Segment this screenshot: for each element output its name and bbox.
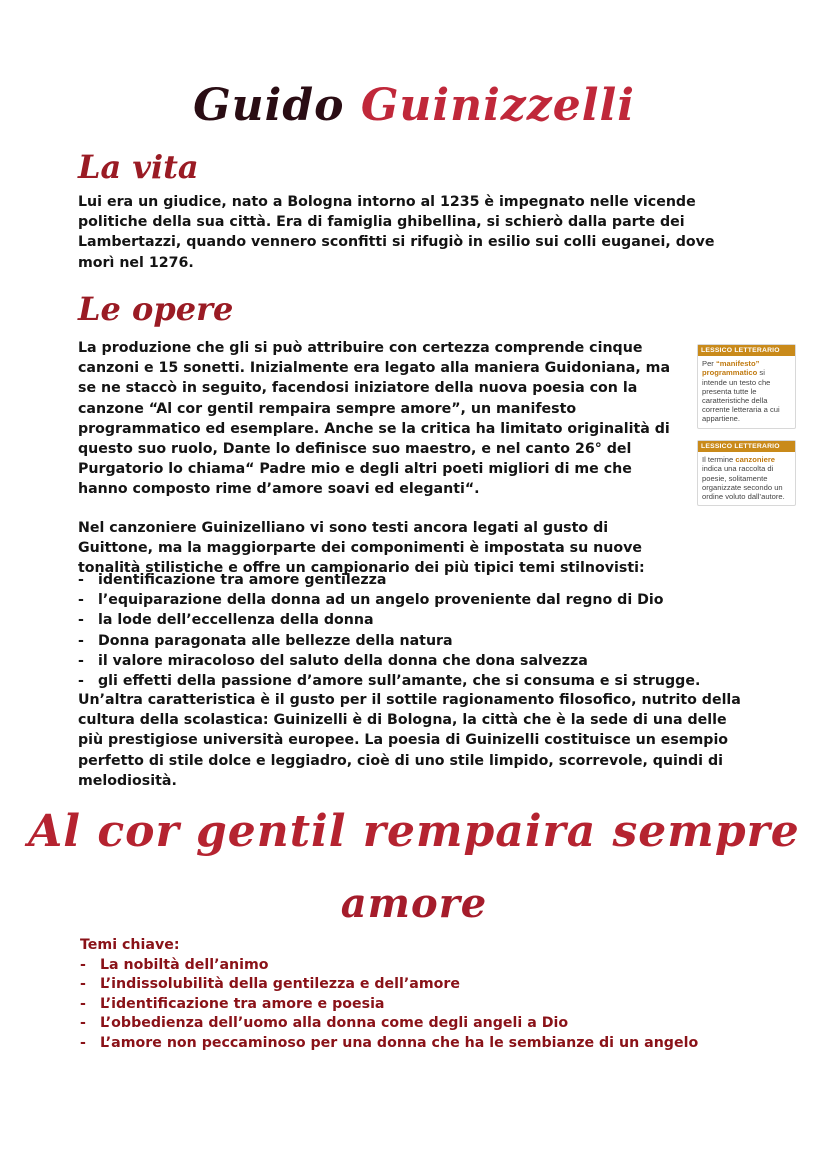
opere-closing-paragraph: Un’altra caratteristica è il gusto per il sottile ragionamento filosofico, nutrito della cultura della scolastica: Guinizelli è di Bologna, la città che è la sede di una delle più prestigiose università europee. La poesia di Guinizelli costituisce un esempio perfetto di stile dolce e leggiadro, cioè di uno stile limpido, scorrevole, quindi di melodiosità. <box>78 692 741 789</box>
list-item: - il valore miracoloso del saluto della donna che dona salvezza <box>78 652 588 669</box>
poem-title-line-1: Al cor gentil rempaira sempre <box>28 806 800 857</box>
list-item: - L’obbedienza dell’uomo alla donna come degli angeli a Dio <box>80 1015 569 1032</box>
vita-paragraph: Lui era un giudice, nato a Bologna intorno al 1235 è impegnato nelle vicende politiche della sua città. Era di famiglia ghibellina, si schierò dalla parte dei Lambertazzi, quando vennero sconfitti si rifugiò in esilio sui colli euganei, dove morì nel 1276. <box>78 194 715 271</box>
temi-chiave-section <box>80 936 760 1054</box>
page-title <box>0 80 828 131</box>
stilnovisti-themes-list <box>78 570 738 691</box>
list-item: - La nobiltà dell’animo <box>80 956 269 973</box>
list-item: - L’identificazione tra amore e poesia <box>80 995 385 1012</box>
title-first-name: Guido <box>193 80 345 131</box>
vita-heading: La vita <box>78 148 199 186</box>
title-last-name: Guinizzelli <box>360 80 635 131</box>
lessico-label: LESSICO LETTERARIO <box>698 441 795 452</box>
lessico-box-manifesto <box>697 344 796 429</box>
list-item: - l’equiparazione della donna ad un angelo proveniente dal regno di Dio <box>78 592 664 609</box>
opere-paragraph-2: Nel canzoniere Guinizelliano vi sono testi ancora legati al gusto di Guittone, ma la maggiorparte dei componimenti è impostata su nuove tonalità stilistiche e offre un campionario dei più tipici temi stilnovisti: <box>78 520 645 577</box>
lessico-definition: Per “manifesto” programmatico si intende un testo che presenta tutte le caratteristiche della corrente letteraria a cui appartiene. <box>702 359 780 424</box>
temi-label: Temi chiave: <box>80 937 180 953</box>
lessico-box-canzoniere <box>697 440 796 506</box>
list-item: - L’amore non peccaminoso per una donna che ha le sembianze di un angelo <box>80 1034 699 1051</box>
opere-paragraph-1: La produzione che gli si può attribuire con certezza comprende cinque canzoni e 15 sonetti. Inizialmente era legato alla maniera Guidoniana, ma se ne staccò in seguito, facendosi iniziatore della nuova poesia con la canzone “Al cor gentil rempaira sempre amore”, un manifesto programmatico ed esemplare. Anche se la critica ha limitato originalità di questo suo ruolo, Dante lo definisce suo maestro, e nel canto 26° del Purgatorio lo chiama“ Padre mio e degli altri poeti migliori di me che hanno composto rime d’amore soavi ed eleganti“. <box>78 340 671 498</box>
opere-heading: Le opere <box>78 290 234 328</box>
list-item: - identificazione tra amore gentilezza <box>78 572 387 588</box>
poem-title-line-2: amore <box>340 880 488 927</box>
lessico-label: LESSICO LETTERARIO <box>698 345 795 356</box>
list-item: - la lode dell’eccellenza della donna <box>78 612 374 629</box>
list-item: - L’indissolubilità della gentilezza e dell’amore <box>80 976 461 993</box>
list-item: - Donna paragonata alle bellezze della natura <box>78 632 453 649</box>
temi-list <box>80 956 760 1054</box>
list-item: - gli effetti della passione d’amore sull’amante, che si consuma e si strugge. <box>78 673 701 690</box>
lessico-definition: Il termine canzoniere indica una raccolta di poesie, solitamente organizzate secondo un ordine voluto dall’autore. <box>702 455 785 502</box>
